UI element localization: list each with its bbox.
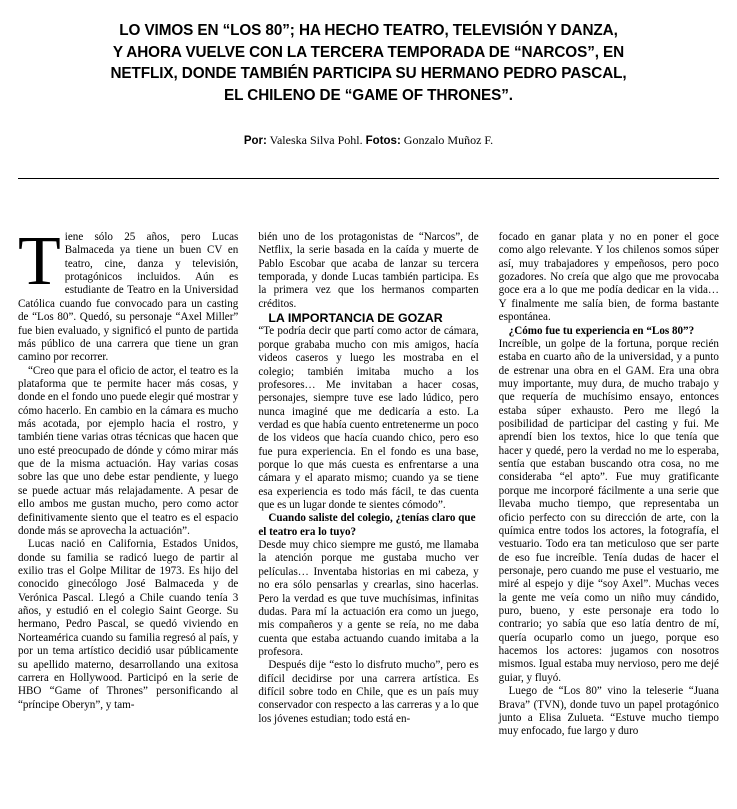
byline-author-label: Por: bbox=[243, 134, 267, 147]
interview-question: ¿Cómo fue tu experiencia en “Los 80”? bbox=[508, 324, 695, 337]
headline-line-3: NETFLIX, DONDE TAMBIÉN PARTICIPA SU HERMANO PEDRO PASCAL, bbox=[110, 65, 627, 83]
header-divider bbox=[18, 178, 719, 179]
article-column-2 bbox=[258, 231, 478, 803]
headline-line-2: Y AHORA VUELVE CON LA TERCERA TEMPORADA DE “NARCOS”, EN bbox=[112, 43, 625, 61]
paragraph-text: iene sólo 25 años, pero Lucas Balmaceda ya tiene un buen CV en teatro, cine, danza y televisión, protagónicos incluidos. Aún es estudiante de Teatro en la Universidad Católica cuando fue convocado para un casting de “Los 80”. Quedó, su personaje “Axel Miller” fue bien evaluado, y significó el punto de partida más público de una carrera que tiene un gran camino por recorrer. bbox=[18, 231, 239, 364]
interview-question: Cuando saliste del colegio, ¿tenías claro que el teatro era lo tuyo? bbox=[258, 512, 476, 538]
paragraph: Increíble, un golpe de la fortuna, porque recién estaba en cuarto año de la universidad, y a punto de estrenar una obra en el GAM. Era una obra muy importante, muy dura, de mucho trabajo y que requería de muchísimo ensayo, entonces estaba súper exhausto. Pero me llegó la posibilidad de participar del casting y fui. Me aprendí bien los textos, hice lo que tenía que hacer y quedé, pero la verdad no me lo esperaba, sentía que estaban buscando otra cosa, no me consideraba “el apto”. Fue muy gratificante porque me incorporé fácilmente a una serie que llevaba mucho tiempo, que representaba un oficio perfecto con su dirección de arte, con la química entre todos los actores, la fotografía, el vestuario. Todo era tan meticuloso que ser parte de eso fue increíble. Tenía dudas de hacer el personaje, pero cuando me puse el vestuario, me miré al espejo y dije “soy Axel”. Muchas veces la gente me veía como un niño muy cándido, puro, bueno, y este personaje era todo lo contrario; yo sabía que eso latía dentro de mí, quería ocuparlo como un juego, porque eso hacemos los actores: jugamos con nosotros mismos. Igual estaba muy nervioso, pero me dejé guiar, y fluyó. bbox=[498, 337, 719, 684]
headline-line-4: EL CHILENO DE “GAME OF THRONES”. bbox=[224, 87, 513, 105]
paragraph: focado en ganar plata y no en poner el goce como algo relevante. Y los chilenos somos súper así, muy trabajadores y empeñosos, pero poco gozadores. No creía que algo que me provocaba goce era a lo que me podía dedicar en la vida… Y finalmente me salía bien, de forma bastante espontánea. bbox=[498, 231, 719, 324]
article-column-1 bbox=[18, 223, 239, 803]
page-title bbox=[40, 20, 697, 107]
byline-photos-name: Gonzalo Muñoz F. bbox=[403, 132, 494, 147]
byline-photos-label: Fotos: bbox=[365, 134, 401, 147]
paragraph: Después dije “esto lo disfruto mucho”, pero es difícil decidirse por una carrera artística. Es difícil sobre todo en Chile, que es un país muy conservador con respecto a las carreras y a lo que los jóvenes estudian; todo está en- bbox=[258, 659, 479, 725]
paragraph: “Te podría decir que partí como actor de cámara, porque grababa mucho con mis amigos, hacía videos caseros y luego les mostraba en el colegio; también imitaba mucho a los profesores… Me invitaban a hacer cosas, personajes, siempre tuve ese lado lúdico, pero nunca imaginé que me dedicaría a esto. La verdad es que había cuento entretenerme un poco de los videos que hacía cuando chico, pero eso fue pura experiencia. En el fondo es una base, porque lo que más cuesta es enfrentarse a una cámara y el aparato mismo; cuando ya se tiene esa experiencia es todo más fácil, te das cuenta que es un lugar donde te sientes cómodo”. bbox=[258, 325, 479, 512]
byline bbox=[18, 133, 719, 148]
article-columns bbox=[18, 223, 719, 803]
paragraph: Luego de “Los 80” vino la teleserie “Juana Brava” (TVN), donde tuvo un papel protagónico junto a Elisa Zulueta. “Estuve mucho tiempo muy enfocado, fue largo y duro bbox=[498, 685, 719, 738]
paragraph: “Creo que para el oficio de actor, el teatro es la plataforma que te permite hacer más cosas, y donde en el fondo uno puede elegir qué mostrar y cómo hacerlo. En cambio en la cámara es mucho más acotada, por ejemplo hacia el rostro, y también tiene varias otras técnicas que hacen que uno esté preocupado de dónde y cómo mirar más que de la misma actuación. Hay varias cosas sobre las que uno debe estar pendiente, y luego se puede actuar más relajadamente. A pesar de ello ambos me gustan mucho, pero como actor definitivamente siento que el teatro es el espacio donde más se aprovecha la actuación”. bbox=[18, 364, 239, 537]
paragraph: bién uno de los protagonistas de “Narcos”, de Netflix, la serie basada en la caída y muerte de Pablo Escobar que acaba de lanzar su tercera temporada, y donde Lucas también participa. Es la primera vez que los hermanos comparten créditos. bbox=[258, 231, 479, 310]
paragraph bbox=[18, 223, 239, 365]
paragraph: Lucas nació en California, Estados Unidos, donde su familia se radicó luego de partir al exilio tras el Golpe Militar de 1973. Es hijo del conocido ginecólogo José Balmaceda y de Verónica Pascal. Llegó a Chile cuando tenía 3 años, y estudió en el colegio Saint George. Su hermano, Pedro Pascal, se quedó viviendo en Norteamérica cuando su familia regresó al país, y por un tema artístico decidió usar públicamente su apellido materno, desarrollando una exitosa carrera en Hollywood. Participó en la serie de HBO “Game of Thrones” personificando al “príncipe Oberyn”, y tam- bbox=[18, 538, 239, 711]
drop-cap: T bbox=[18, 223, 61, 300]
headline-line-1: LO VIMOS EN “LOS 80”; HA HECHO TEATRO, TELEVISIÓN Y DANZA, bbox=[119, 22, 618, 39]
paragraph: Desde muy chico siempre me gustó, me llamaba la atención porque me gustaba mucho ver películas… Inventaba historias en mi cabeza, y no era sólo pensarlas y crearlas, sino hacerlas. Pero la verdad es que tuve muchísimas, infinitas dudas. Para mí la actuación era como un juego, mis compañeros y a gente se reía, no me daba cuenta que estaba actuando cuando imitaba a la profesora. bbox=[258, 539, 479, 658]
article-column-3 bbox=[499, 231, 719, 803]
section-subheading: LA IMPORTANCIA DE GOZAR bbox=[268, 311, 443, 326]
byline-author-name: Valeska Silva Pohl. bbox=[269, 132, 363, 147]
